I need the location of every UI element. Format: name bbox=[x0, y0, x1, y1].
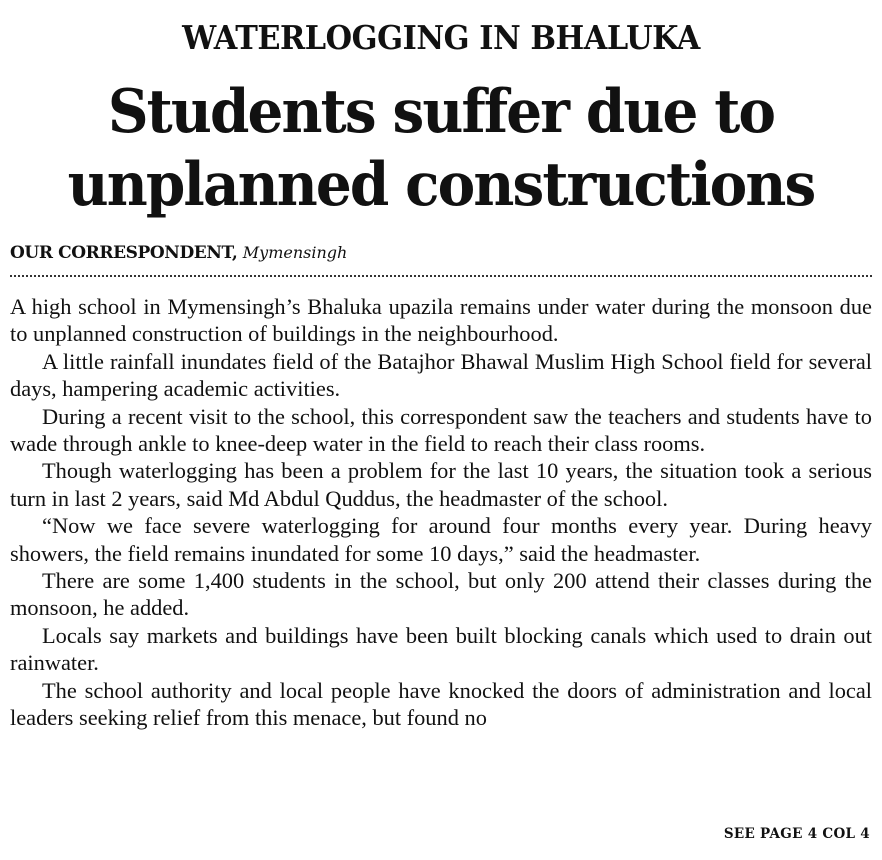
article-body bbox=[10, 293, 872, 732]
headline: Students suffer due to unplanned constructions bbox=[67, 77, 815, 220]
paragraph-6: There are some 1,400 students in the school, but only 200 attend their classes during the monsoon, he added. bbox=[10, 568, 872, 621]
continued-jump-line: SEE PAGE 4 COL 4 bbox=[723, 826, 870, 842]
paragraph-8: The school authority and local people have knocked the doors of administration and local leaders seeking relief from this menace, but found no bbox=[10, 677, 872, 731]
paragraph-4: Though waterlogging has been a problem for the last 10 years, the situation took a serious turn in last 2 years, said Md Abdul Quddus, the headmaster of the school. bbox=[10, 458, 872, 511]
paragraph-7: Locals say markets and buildings have been built blocking canals which used to drain out rainwater. bbox=[10, 622, 872, 676]
byline bbox=[10, 241, 347, 265]
byline-location: Mymensingh bbox=[242, 243, 348, 262]
dotted-divider bbox=[10, 275, 872, 277]
paragraph-3: During a recent visit to the school, this correspondent saw the teachers and students have to wade through ankle to knee-deep water in the field to reach their class rooms. bbox=[10, 403, 872, 457]
byline-author: OUR CORRESPONDENT, bbox=[10, 243, 238, 263]
kicker: WATERLOGGING IN BHALUKA bbox=[182, 18, 700, 57]
paragraph-2: A little rainfall inundates field of the Batajhor Bhawal Muslim High School field for several days, hampering academic activities. bbox=[10, 348, 872, 402]
paragraph-5: “Now we face severe waterlogging for around four months every year. During heavy showers, the field remains inundated for some 10 days,” said the headmaster. bbox=[10, 513, 872, 566]
paragraph-1: A high school in Mymensingh’s Bhaluka upazila remains under water during the monsoon due to unplanned construction of buildings in the neighbourhood. bbox=[10, 294, 872, 347]
